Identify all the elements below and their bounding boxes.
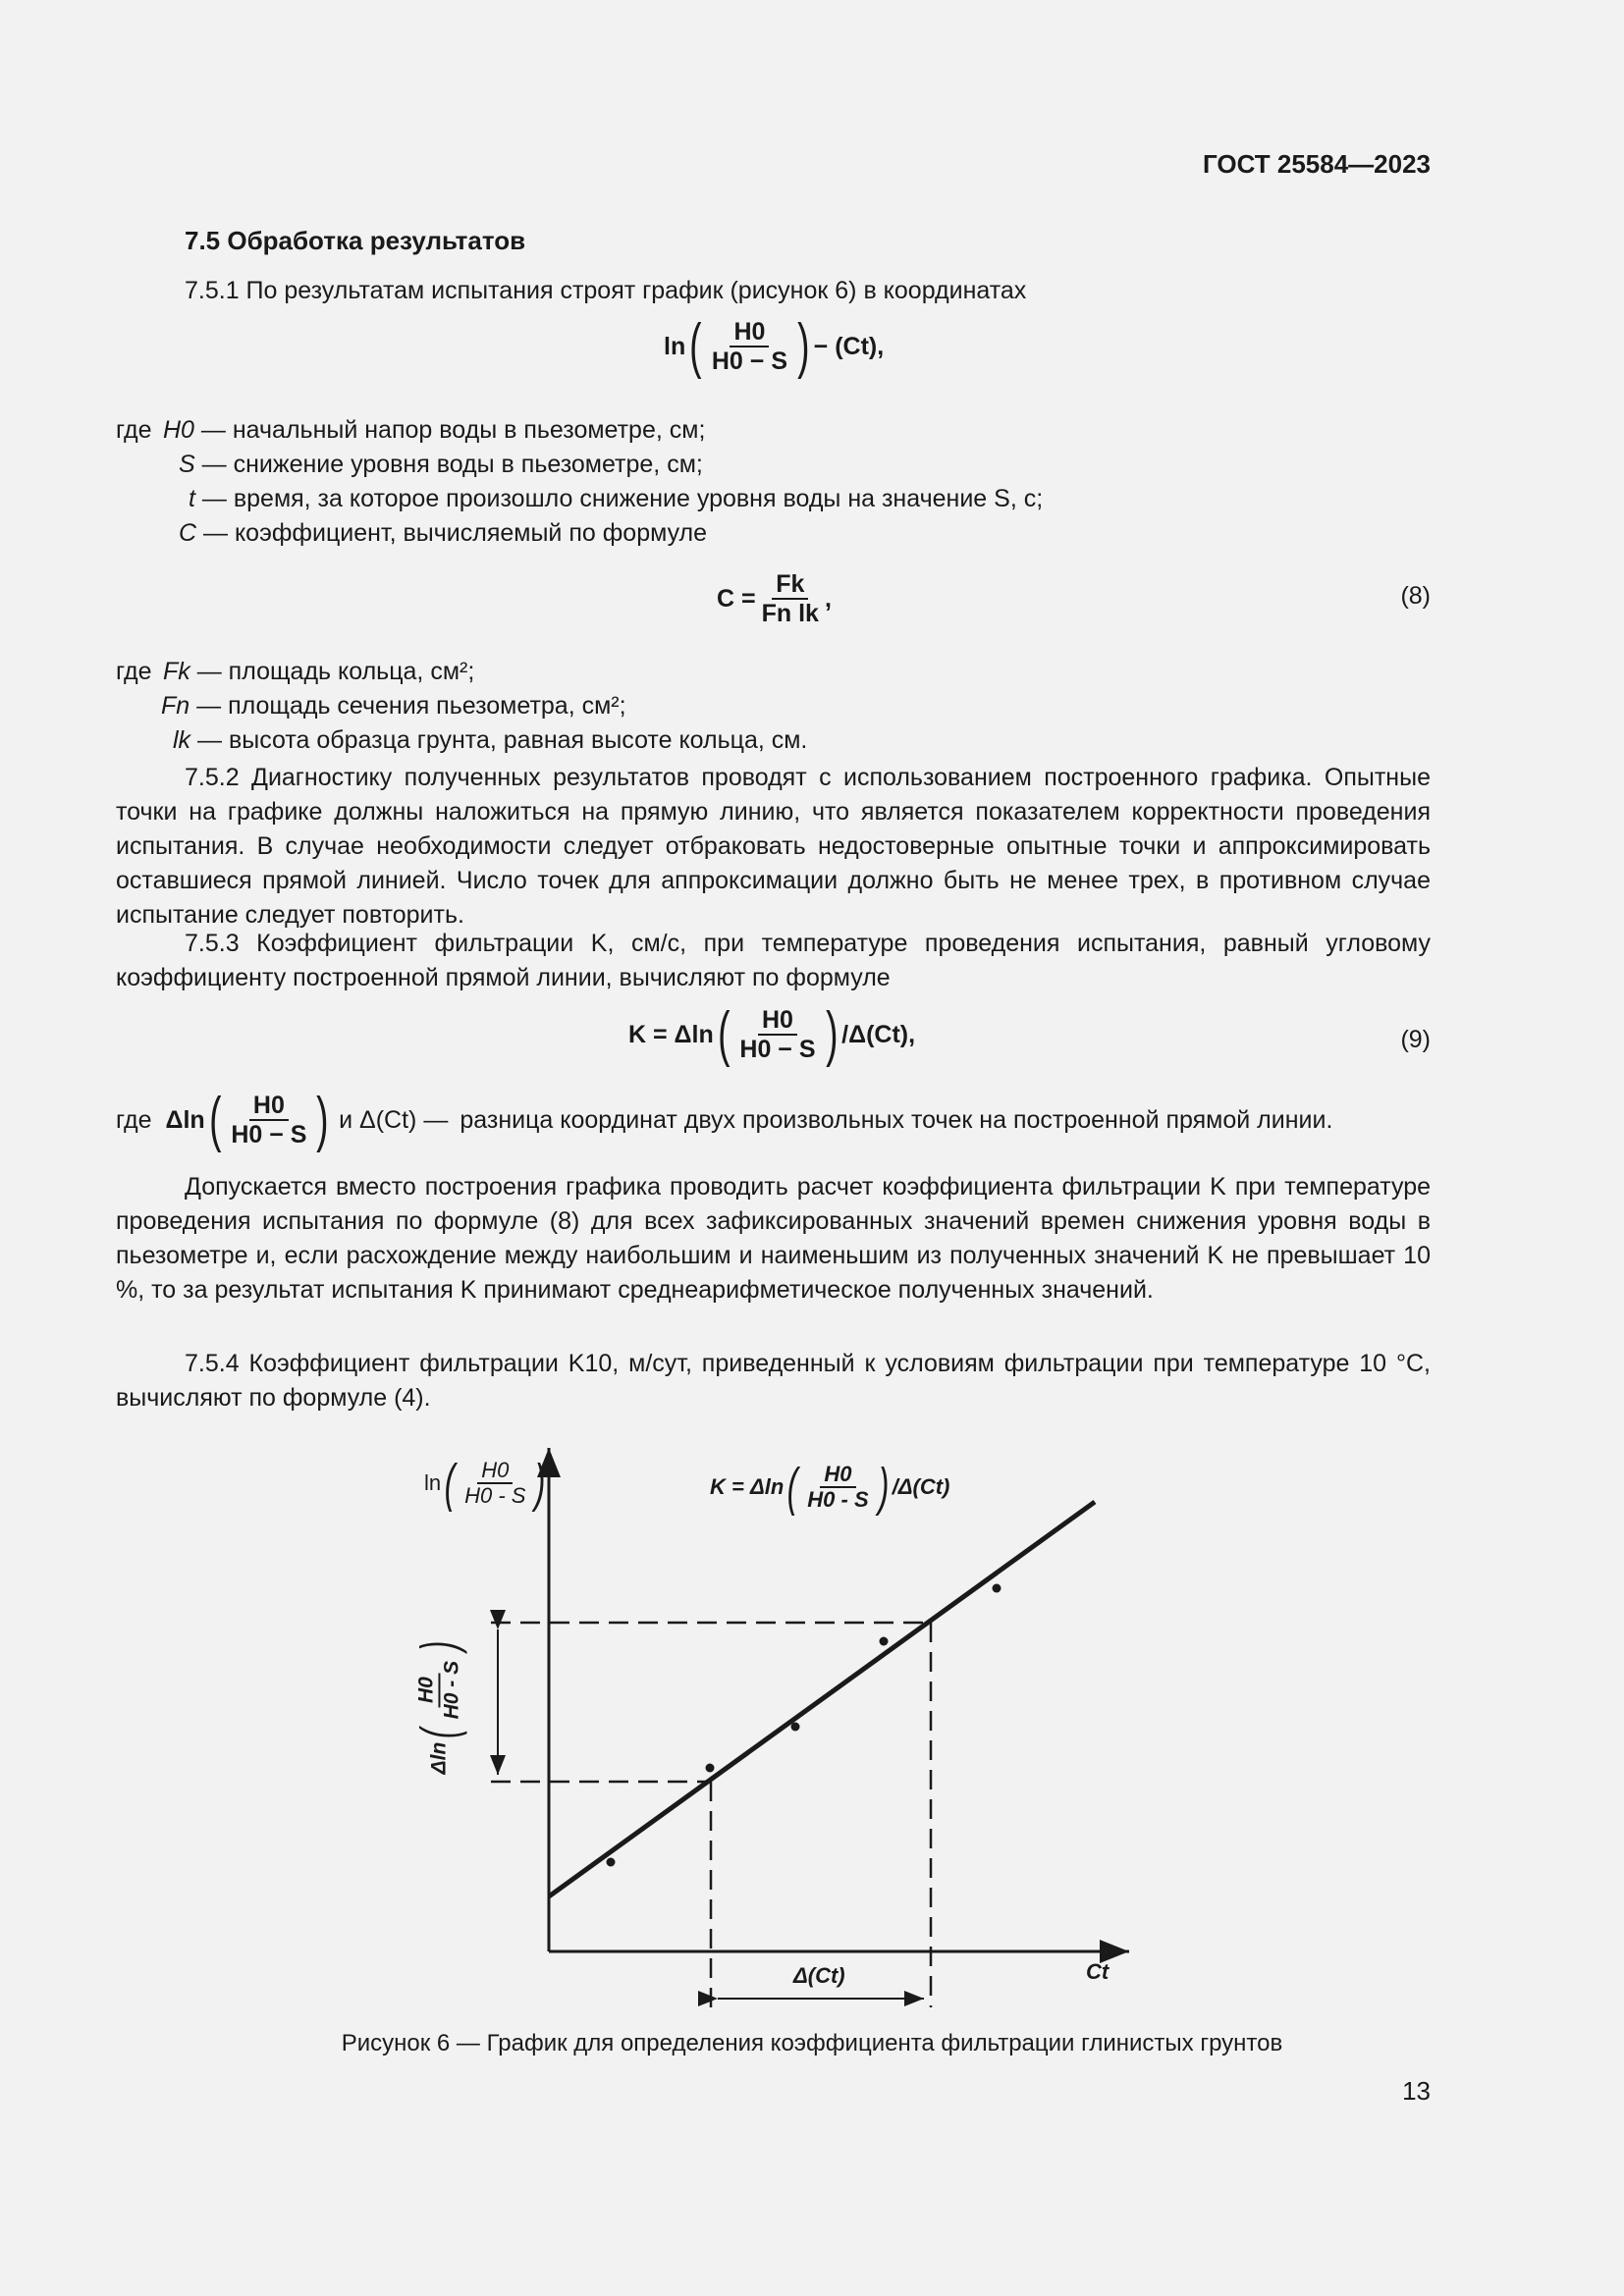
equation-number-8: (8) xyxy=(1400,582,1431,610)
y-axis-label: ln ( $\frac{H0}{H0 - S}$ ) xyxy=(424,1454,546,1513)
data-points xyxy=(607,1584,1001,1867)
fraction-denominator: H0 − S xyxy=(739,1036,816,1063)
fraction-denominator: H0 − S xyxy=(711,347,787,375)
paragraph-7-5-4: 7.5.4 Коэффициент фильтрации K10, м/сут, приведенный к условиям фильтрации при температуре 10 °С, вычисляют по формуле (4). xyxy=(116,1350,1431,1412)
fraction-numerator: Fk xyxy=(772,570,808,600)
where-item: C — коэффициент, вычисляемый по формуле xyxy=(179,519,708,547)
where-delta: где Δln ( $\frac{H0}{H0 - S}$ ) и Δ(Ct) — разница координат двух произвольных точек на построенной прямой линии. xyxy=(116,1086,1333,1153)
where-item: Fn — площадь сечения пьезометра, см²; xyxy=(161,692,626,720)
delta-x-label: Δ(Ct) xyxy=(793,1963,845,1988)
delta-y-label: Δln ( H0 H0 - S ) xyxy=(410,1640,468,1775)
paragraph-allowance: Допускается вместо построения графика проводить расчет коэффициента фильтрации K при температуре проведения испытания по формуле (8) для всех зафиксированных значений времен снижения уровня воды в пьезометре и, если расхождение между наибольшим и наименьшим из полученных значений K не превышает 10 %, то за результат испытания K принимают среднеарифметическое полученных значений. xyxy=(116,1173,1431,1304)
where-item: S — снижение уровня воды в пьезометре, см; xyxy=(179,451,703,478)
formula-coordinates: ln ( $\frac{H0}{H0 - S}$ ) − (Ct), xyxy=(664,312,885,380)
formula-ln: ln xyxy=(664,332,686,360)
equation-number-9: (9) xyxy=(1400,1026,1431,1053)
data-point xyxy=(706,1764,715,1773)
formula-tail: /Δ(Ct), xyxy=(841,1020,916,1048)
formula-fraction: $\frac{H0}{H0 - S}$ xyxy=(231,1092,307,1148)
data-point xyxy=(880,1637,889,1646)
data-point xyxy=(791,1723,800,1732)
formula-tail: − (Ct), xyxy=(813,332,885,360)
dashed-guides xyxy=(491,1623,931,2007)
figure-formula: K = Δln ( $\frac{H0}{H0 - S}$ ) /Δ(Ct) xyxy=(710,1458,950,1517)
where-item: t — время, за которое произошло снижение уровня воды на значение S, с; xyxy=(189,485,1044,512)
formula-9: K = Δln ( $\frac{H0}{H0 - S}$ ) /Δ(Ct), xyxy=(628,1000,916,1068)
fraction-numerator: H0 xyxy=(730,318,769,347)
fitted-line xyxy=(549,1502,1095,1896)
where-item: где Fk — площадь кольца, см²; xyxy=(116,658,475,685)
fraction-numerator: H0 xyxy=(758,1006,797,1036)
x-axis-label: Ct xyxy=(1086,1959,1110,1984)
formula-lhs: K = Δln xyxy=(628,1020,714,1048)
paragraph-7-5-1: 7.5.1 По результатам испытания строят график (рисунок 6) в координатах xyxy=(185,277,1027,304)
data-point xyxy=(607,1858,616,1867)
where-item: где H0 — начальный напор воды в пьезометре, см; xyxy=(116,416,706,444)
formula-tail: , xyxy=(824,584,832,613)
document-header: ГОСТ 25584—2023 xyxy=(1203,149,1431,179)
data-point xyxy=(993,1584,1001,1593)
paragraph-7-5-3: 7.5.3 Коэффициент фильтрации K, см/с, при температуре проведения испытания, равный угловому коэффициенту построенной прямой линии, вычисляют по формуле xyxy=(116,930,1431,991)
figure-caption: Рисунок 6 — График для определения коэффициента фильтрации глинистых грунтов xyxy=(341,2030,1283,2056)
formula-lhs: C = xyxy=(717,584,756,613)
section-title: 7.5 Обработка результатов xyxy=(185,226,526,255)
fraction-denominator: Fn lk xyxy=(761,600,819,627)
page-number: 13 xyxy=(1402,2076,1431,2106)
where-item: lk — высота образца грунта, равная высоте кольца, см. xyxy=(173,726,808,754)
paragraph-7-5-2: 7.5.2 Диагностику полученных результатов проводят с использованием построенного графика. Опытные точки на графике должны наложиться на прямую линию, что является показателем корректности проведения испытания. В случае необходимости следует отбраковать недостоверные опытные точки и аппроксимировать оставшиеся прямой линией. Число точек для аппроксимации должно быть не менее трех, в противном случае испытание следует повторить. xyxy=(116,764,1431,929)
